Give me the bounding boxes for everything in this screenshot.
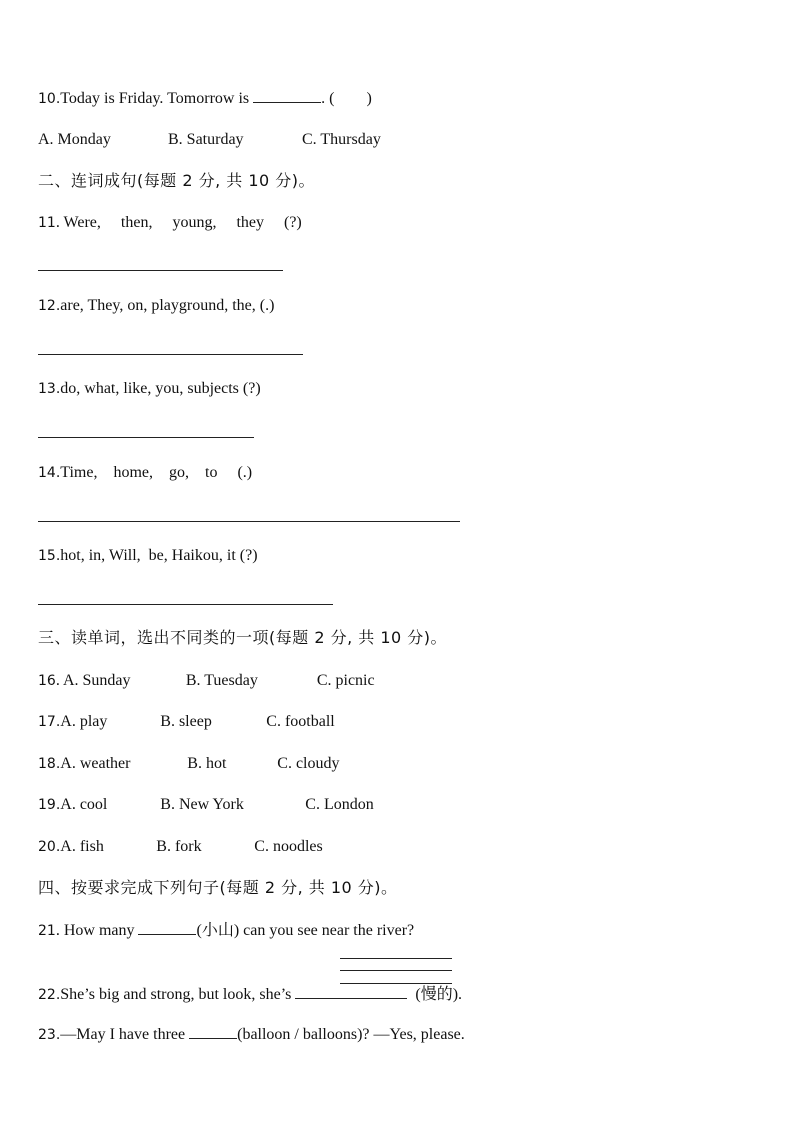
question-number: 12.: [38, 298, 61, 314]
option-c[interactable]: C. London: [305, 796, 374, 813]
question-number: 20.: [38, 839, 61, 855]
question-number: 22.: [38, 987, 61, 1003]
question-10: [38, 88, 372, 109]
question-22: [38, 984, 462, 1005]
question-hint: (balloon / balloons)? —Yes, please.: [237, 1026, 465, 1043]
question-11: [38, 213, 302, 233]
question-text: are, They, on, playground, the, (.): [60, 297, 275, 314]
answer-line-14[interactable]: [38, 521, 460, 522]
question-23: [38, 1024, 465, 1045]
answer-line-22b[interactable]: [340, 970, 452, 971]
option-a[interactable]: A. play: [60, 713, 108, 730]
question-17: [38, 712, 335, 732]
question-text: She’s big and strong, but look, she’s: [60, 986, 292, 1003]
answer-line-12[interactable]: [38, 354, 303, 355]
question-20: [38, 837, 323, 857]
option-c[interactable]: C. football: [266, 713, 335, 730]
option-b[interactable]: B. fork: [156, 838, 202, 855]
question-text: Today is Friday. Tomorrow is: [60, 90, 250, 107]
option-a[interactable]: . A. Sunday: [55, 672, 131, 689]
option-c[interactable]: C. picnic: [316, 672, 375, 689]
question-text: hot, in, Will, be, Haikou, it (?): [60, 547, 258, 564]
question-21: [38, 920, 414, 941]
question-text: do, what, like, you, subjects (?): [60, 380, 261, 397]
question-tail: . ( ): [321, 90, 372, 107]
question-18: [38, 754, 339, 774]
question-hint: (小山) can you see near the river?: [196, 922, 415, 939]
answer-blank[interactable]: [138, 920, 196, 935]
option-b[interactable]: B. hot: [187, 755, 227, 772]
section-2-title: 二、连词成句(每题 2 分, 共 10 分)。: [38, 171, 316, 190]
option-b[interactable]: B. Tuesday: [185, 672, 258, 689]
question-number: 21: [38, 923, 56, 939]
question-number: 15.: [38, 548, 61, 564]
answer-line-13[interactable]: [38, 437, 254, 438]
option-b[interactable]: B. New York: [160, 796, 244, 813]
option-b[interactable]: B. sleep: [160, 713, 212, 730]
question-16: [38, 671, 375, 691]
answer-line-11[interactable]: [38, 270, 283, 271]
option-a[interactable]: A. cool: [60, 796, 108, 813]
option-b[interactable]: B. Saturday: [168, 131, 244, 148]
question-12: [38, 296, 274, 316]
question-10-options: [38, 130, 381, 150]
answer-blank[interactable]: [295, 984, 407, 999]
answer-line-22a[interactable]: [340, 958, 452, 959]
question-number: 11: [38, 215, 56, 231]
question-number: 19.: [38, 797, 61, 813]
answer-line-15[interactable]: [38, 604, 333, 605]
option-c[interactable]: C. Thursday: [302, 131, 381, 148]
section-4-title: 四、按要求完成下列句子(每题 2 分, 共 10 分)。: [38, 878, 398, 897]
question-number: 10.: [38, 91, 61, 107]
question-number: 17.: [38, 714, 61, 730]
question-text: —May I have three: [60, 1026, 186, 1043]
question-text: . Were, then, young, they (?): [55, 214, 302, 231]
question-15: [38, 546, 258, 566]
answer-blank[interactable]: [189, 1024, 237, 1039]
question-text: Time, home, go, to (.): [60, 464, 253, 481]
question-number: 16: [38, 673, 56, 689]
section-3-title: 三、读单词，选出不同类的一项(每题 2 分, 共 10 分)。: [38, 628, 448, 647]
option-c[interactable]: C. noodles: [254, 838, 323, 855]
question-number: 18.: [38, 756, 61, 772]
question-hint: (慢的).: [415, 986, 463, 1003]
question-number: 23.: [38, 1027, 61, 1043]
question-number: 14.: [38, 465, 61, 481]
question-19: [38, 795, 374, 815]
option-a[interactable]: A. weather: [60, 755, 131, 772]
option-c[interactable]: C. cloudy: [277, 755, 340, 772]
question-13: [38, 379, 261, 399]
option-a[interactable]: A. fish: [60, 838, 104, 855]
question-text: . How many: [55, 922, 135, 939]
answer-blank[interactable]: [253, 88, 321, 103]
option-a[interactable]: A. Monday: [38, 131, 111, 148]
question-14: [38, 463, 252, 483]
question-number: 13.: [38, 381, 61, 397]
